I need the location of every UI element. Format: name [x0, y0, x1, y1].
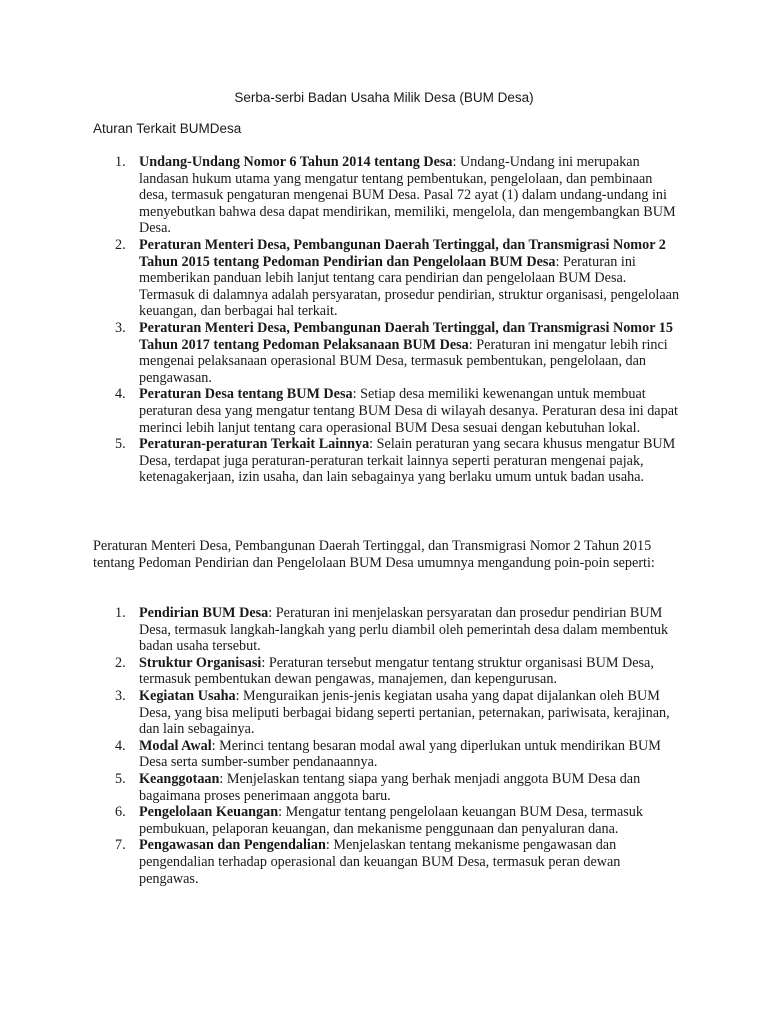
list-item-term: Modal Awal: [139, 737, 212, 754]
list-item: [93, 738, 683, 771]
list-item-term: Undang-Undang Nomor 6 Tahun 2014 tentang Desa: [139, 154, 453, 170]
list-item-description: : Mengatur tentang pengelolaan keuangan BUM Desa, termasuk pembukuan, pelaporan keuangan, dan mekanisme penggunaan dan penyaluran dana.: [139, 804, 643, 837]
points-list: [93, 605, 683, 887]
list-number: 2.: [115, 654, 126, 671]
list-number: 1.: [115, 605, 126, 621]
list-number: 4.: [115, 737, 126, 754]
list-item: [93, 605, 683, 655]
regulation-list: [93, 154, 683, 486]
list-item: [93, 688, 683, 738]
list-number: 3.: [115, 319, 126, 336]
list-item-term: Kegiatan Usaha: [139, 687, 236, 704]
list-item: [93, 154, 683, 237]
list-item: [93, 386, 683, 436]
list-item: [93, 320, 683, 386]
list-number: 7.: [115, 837, 126, 854]
document-title: Serba-serbi Badan Usaha Milik Desa (BUM Desa): [234, 90, 534, 105]
list-item-description: : Setiap desa memiliki kewenangan untuk membuat peraturan desa yang mengatur tentang BUM Desa di wilayah desanya. Peraturan desa ini dapat merinci lebih lanjut tentang cara operasional BUM Desa sesuai dengan kebutuhan lokal.: [139, 386, 678, 436]
list-item-term: Pendirian BUM Desa: [139, 605, 269, 621]
list-number: 3.: [115, 687, 126, 704]
list-number: 5.: [115, 770, 126, 787]
list-item-term: Keanggotaan: [139, 770, 220, 787]
list-item-description: : Menjelaskan tentang siapa yang berhak menjadi anggota BUM Desa dan bagaimana proses penerimaan anggota baru.: [139, 770, 641, 804]
intro-paragraph: Peraturan Menteri Desa, Pembangunan Daerah Tertinggal, dan Transmigrasi Nomor 2 Tahun 2015 tentang Pedoman Pendirian dan Pengelolaan BUM Desa umumnya mengandung poin-poin seperti:: [93, 538, 655, 571]
list-item: [93, 837, 683, 887]
section-heading: Aturan Terkait BUMDesa: [93, 121, 242, 136]
list-item-term: Peraturan Desa tentang BUM Desa: [139, 386, 353, 403]
list-item-description: : Menjelaskan tentang mekanisme pengawasan dan pengendalian terhadap operasional dan keuangan BUM Desa, termasuk peran dewan pengawas.: [139, 837, 621, 887]
list-item-term: Peraturan Menteri Desa, Pembangunan Daerah Tertinggal, dan Transmigrasi Nomor 15 Tahun 2017 tentang Pedoman Pelaksanaan BUM Desa: [139, 319, 673, 353]
list-item: [93, 436, 683, 486]
list-number: 4.: [115, 386, 126, 403]
list-item-term: Peraturan-peraturan Terkait Lainnya: [139, 436, 370, 453]
list-item-term: Struktur Organisasi: [139, 654, 262, 671]
list-item-term: Peraturan Menteri Desa, Pembangunan Daerah Tertinggal, dan Transmigrasi Nomor 2 Tahun 2015 tentang Pedoman Pendirian dan Pengelolaan BUM Desa: [139, 236, 666, 270]
list-number: 1.: [115, 154, 126, 170]
list-item-description: : Menguraikan jenis-jenis kegiatan usaha yang dapat dijalankan oleh BUM Desa, yang bisa meliputi berbagai bidang seperti pertanian, peternakan, pariwisata, kerajinan, dan lain sebagainya.: [139, 687, 670, 738]
list-item-term: Pengelolaan Keuangan: [139, 804, 279, 821]
list-item-description: : Selain peraturan yang secara khusus mengatur BUM Desa, terdapat juga peraturan-peraturan terkait lainnya seperti peraturan mengenai pajak, ketenagakerjaan, izin usaha, dan lain sebagainya yang berlaku umum untuk badan usaha.: [139, 436, 676, 486]
list-item: [93, 237, 683, 320]
list-item-description: : Peraturan ini menjelaskan persyaratan dan prosedur pendirian BUM Desa, termasuk langkah-langkah yang perlu diambil oleh pemerintah desa dalam membentuk badan usaha tersebut.: [139, 605, 669, 655]
list-item-description: : Peraturan tersebut mengatur tentang struktur organisasi BUM Desa, termasuk pembentukan dewan pengawas, manajemen, dan kepengurusan.: [139, 654, 654, 688]
list-item-description: : Merinci tentang besaran modal awal yang diperlukan untuk mendirikan BUM Desa serta sumber-sumber pendanaannya.: [139, 737, 661, 771]
list-number: 2.: [115, 236, 126, 253]
list-item: [93, 771, 683, 804]
list-number: 5.: [115, 436, 126, 453]
list-number: 6.: [115, 804, 126, 821]
list-item-description: : Peraturan ini mengatur lebih rinci mengenai pelaksanaan operasional BUM Desa, termasuk pembentukan, pengelolaan, dan pengawasan.: [139, 336, 668, 386]
list-item-term: Pengawasan dan Pengendalian: [139, 837, 326, 854]
list-item: [93, 804, 683, 837]
list-item-description: : Undang-Undang ini merupakan landasan hukum utama yang mengatur tentang pembentukan, pengelolaan, dan pembinaan desa, termasuk pengaturan mengenai BUM Desa. Pasal 72 ayat (1) dalam undang-undang ini menyebutkan bahwa desa dapat mendirikan, memiliki, mengelola, dan mengembangkan BUM Desa.: [139, 154, 676, 237]
list-item-description: : Peraturan ini memberikan panduan lebih lanjut tentang cara pendirian dan pengelolaan BUM Desa. Termasuk di dalamnya adalah persyaratan, prosedur pendirian, struktur organisasi, pengelolaan keuangan, dan berbagai hal terkait.: [139, 253, 680, 320]
list-item: [93, 655, 683, 688]
